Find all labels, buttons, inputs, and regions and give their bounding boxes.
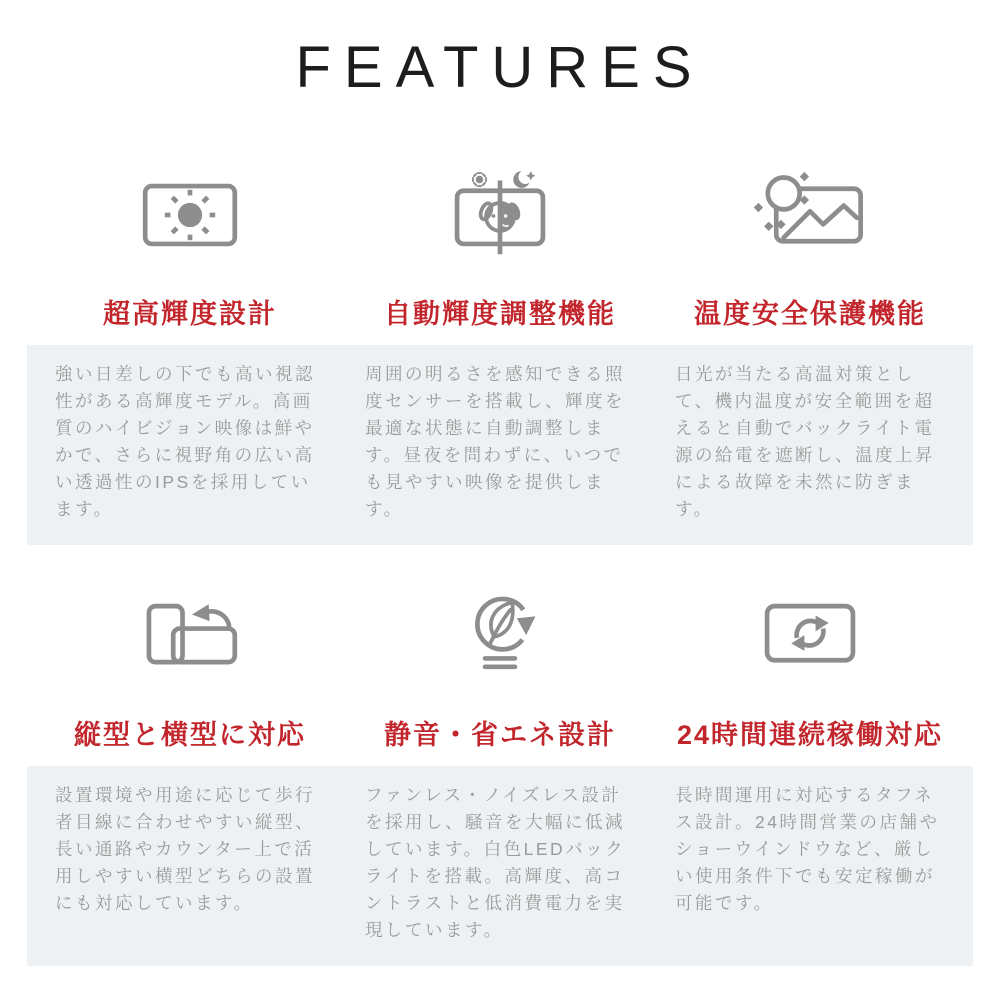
eco-leaf-bulb-icon: [365, 583, 635, 688]
feature-row-2-descriptions: [27, 766, 973, 966]
feature-heading: 温度安全保護機能: [694, 299, 926, 329]
feature-description: 長時間運用に対応するタフネス設計。24時間営業の店舗やショーウインドウなど、厳しい使用条件下でも安定稼働が可能です。: [675, 785, 940, 913]
feature-silent-eco: [365, 583, 635, 752]
feature-orientation: [55, 583, 325, 752]
feature-row-2-headers: [27, 545, 973, 752]
feature-row-1-headers: [27, 110, 973, 331]
portrait-landscape-rotate-icon: [55, 583, 325, 688]
feature-continuous-operation: [675, 583, 945, 752]
feature-row-2: [0, 545, 1000, 966]
feature-description: 日光が当たる高温対策として、機内温度が安全範囲を超えると自動でバックライト電源の給電を遮断し、温度上昇による故障を未然に防ぎます。: [675, 364, 935, 519]
feature-high-brightness: [55, 162, 325, 331]
feature-description: ファンレス・ノイズレス設計を採用し、騒音を大幅に低減しています。白色LEDバックライトを搭載。高輝度、高コントラストと低消費電力を実現しています。: [365, 785, 626, 940]
feature-row-1: [0, 110, 1000, 545]
feature-description: 設置環境や用途に応じて歩行者目線に合わせやすい縦型、長い通路やカウンター上で活用しやすい横型どちらの設置にも対応しています。: [55, 785, 315, 913]
feature-heading: 超高輝度設計: [103, 299, 277, 329]
monitor-sun-brightness-icon: [55, 162, 325, 267]
feature-row-1-descriptions: [27, 345, 973, 545]
feature-description: 強い日差しの下でも高い視認性がある高輝度モデル。高画質のハイビジョン映像は鮮やかで、さらに視野角の広い高い透過性のIPSを採用しています。: [55, 364, 315, 519]
feature-heading: 24時間連続稼働対応: [676, 720, 944, 750]
feature-heading: 縦型と横型に対応: [74, 720, 306, 750]
feature-auto-brightness: [365, 162, 635, 331]
feature-heading: 静音・省エネ設計: [384, 720, 616, 750]
feature-heading: 自動輝度調整機能: [384, 299, 616, 329]
monitor-refresh-24h-icon: [675, 583, 945, 688]
page-title: FEATURES: [295, 35, 705, 100]
feature-temperature-protection: [675, 162, 945, 331]
feature-description: 周囲の明るさを感知できる照度センサーを搭載し、輝度を最適な状態に自動調整します。昼夜を問わずに、いつでも見やすい映像を提供します。: [365, 364, 625, 519]
monitor-day-night-sensor-icon: [365, 162, 635, 267]
sun-monitor-temperature-icon: [675, 162, 945, 267]
